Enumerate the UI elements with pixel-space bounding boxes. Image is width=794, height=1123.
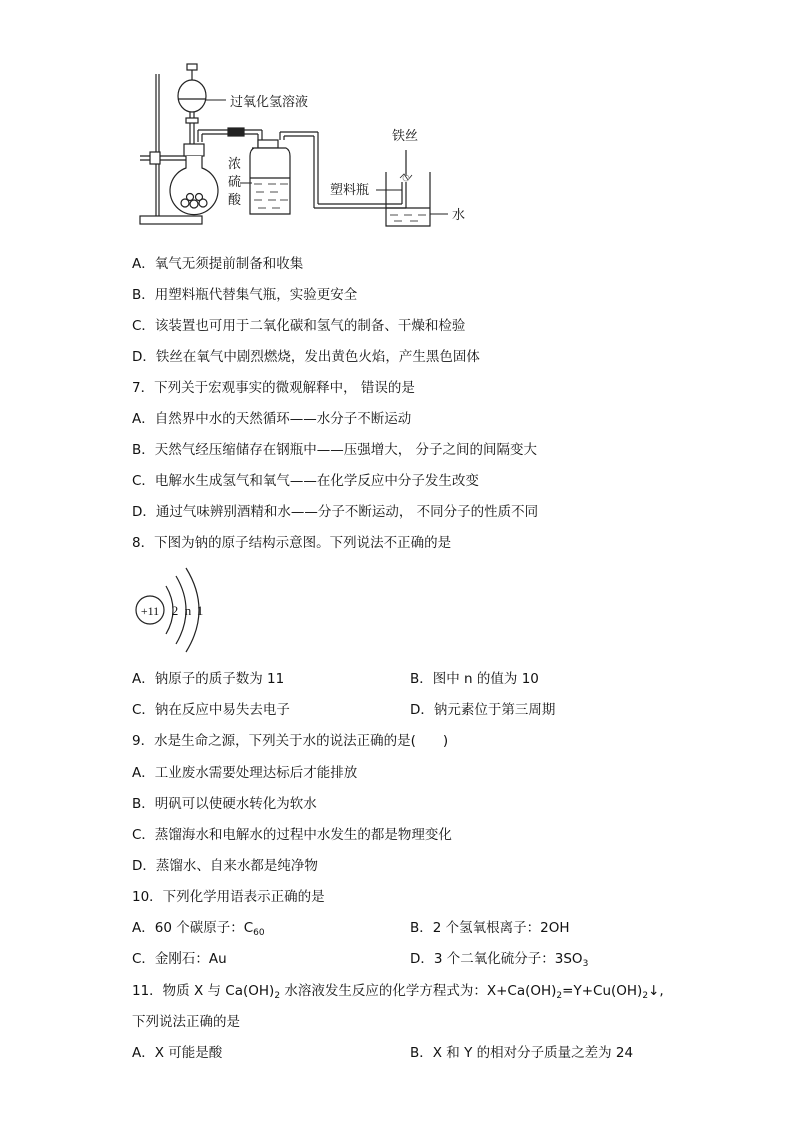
q8-option-b: B．图中 n 的值为 10 [410, 671, 539, 687]
q10-option-d-sub: 3 [582, 959, 589, 969]
label-water: 水 [452, 208, 466, 223]
apparatus-diagram [0, 0, 794, 240]
q8-option-a: A．钠原子的质子数为 11 [132, 671, 285, 687]
drying-bottle [250, 148, 290, 214]
q11-option-a: A．X 可能是酸 [132, 1045, 223, 1061]
label-h2o2: 过氧化氢溶液 [230, 95, 309, 110]
q10-option-a [132, 918, 265, 943]
q11-stem-sub2: 2 [556, 991, 563, 1001]
label-acid-3: 酸 [228, 193, 242, 208]
q11-stem-part1: 11．物质 X 与 Ca(OH) [132, 983, 275, 999]
q10-stem: 10．下列化学用语表示正确的是 [132, 889, 325, 905]
stand-base [140, 216, 202, 224]
q7-option-b: B．天然气经压缩储存在钢瓶中——压强增大， 分子之间的间隔变大 [132, 442, 538, 458]
q11-stem [132, 981, 664, 1006]
q11-stem-sub1: 2 [274, 991, 281, 1001]
q8-stem: 8．下图为钠的原子结构示意图。下列说法不正确的是 [132, 535, 452, 551]
q11-stem-part2: 水溶液发生反应的化学方程式为：X+Ca(OH) [280, 983, 557, 999]
round-flask [170, 156, 218, 215]
q7-stem: 7．下列关于宏观事实的微观解释中， 错误的是 [132, 380, 415, 396]
q11-stem-line2: 下列说法正确的是 [132, 1014, 240, 1030]
q9-stem: 9．水是生命之源，下列关于水的说法正确的是( ) [132, 733, 449, 749]
q11-stem-part3: =Y+Cu(OH) [562, 983, 643, 999]
q6-option-c: C．该装置也可用于二氧化碳和氢气的制备、干燥和检验 [132, 318, 466, 334]
q6-option-b: B．用塑料瓶代替集气瓶，实验更安全 [132, 287, 358, 303]
q10-option-a-sub: 60 [253, 928, 265, 938]
q7-option-a: A．自然界中水的天然循环——水分子不断运动 [132, 411, 412, 427]
shell-3-electrons: 1 [196, 603, 204, 618]
sodium-atom-diagram [130, 564, 250, 654]
q10-option-c: C．金刚石：Au [132, 951, 227, 967]
shell-1-electrons: 2 [171, 603, 179, 618]
q10-option-d-text: D．3 个二氧化硫分子：3SO [410, 951, 583, 967]
label-acid-1: 浓 [228, 157, 242, 172]
q7-option-c: C．电解水生成氢气和氧气——在化学反应中分子发生改变 [132, 473, 479, 489]
nucleus-charge: +11 [140, 604, 160, 618]
q6-option-a: A．氧气无须提前制备和收集 [132, 256, 304, 272]
q9-option-b: B．明矾可以使硬水转化为软水 [132, 796, 317, 812]
q9-option-d: D．蒸馏水、自来水都是纯净物 [132, 858, 318, 874]
shell-2-electrons: n [184, 603, 192, 618]
q11-stem-sub3: 2 [642, 991, 649, 1001]
q9-option-c: C．蒸馏海水和电解水的过程中水发生的都是物理变化 [132, 827, 452, 843]
label-iron: 铁丝 [392, 129, 419, 144]
q9-option-a: A．工业废水需要处理达标后才能排放 [132, 765, 358, 781]
q8-option-d: D．钠元素位于第三周期 [410, 702, 556, 718]
q11-stem-part4: ↓, [648, 983, 664, 999]
funnel-bulb [178, 80, 206, 112]
q10-option-d [410, 949, 588, 974]
label-bottle: 塑料瓶 [330, 183, 370, 198]
q8-option-c: C．钠在反应中易失去电子 [132, 702, 290, 718]
label-acid-2: 硫 [228, 175, 242, 190]
q11-option-b: B．X 和 Y 的相对分子质量之差为 24 [410, 1045, 634, 1061]
q10-option-b: B．2 个氢氧根离子：2OH [410, 920, 570, 936]
q6-option-d: D．铁丝在氧气中剧烈燃烧，发出黄色火焰，产生黑色固体 [132, 349, 480, 365]
q10-option-a-text: A．60 个碳原子：C [132, 920, 254, 936]
q7-option-d: D．通过气味辨别酒精和水——分子不断运动， 不同分子的性质不同 [132, 504, 539, 520]
